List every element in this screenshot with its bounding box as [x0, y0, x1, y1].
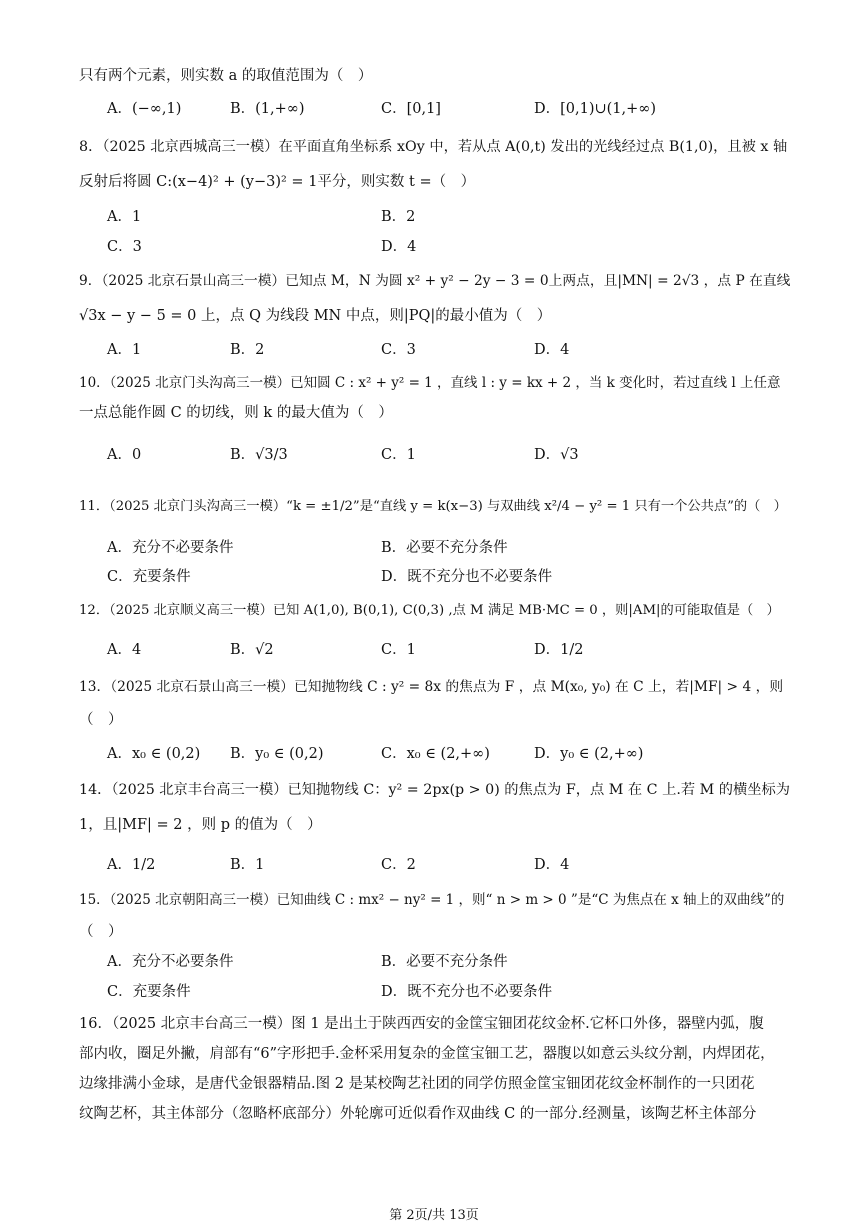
- q12-option-c: C．1: [381, 642, 416, 658]
- q14-line1: 14．（2025 北京丰台高三一模）已知抛物线 C：y² = 2px(p > 0) 的焦点为 F，点 M 在 C 上.若 M 的横坐标为: [79, 782, 791, 798]
- q8-option-c: C．3: [107, 239, 142, 255]
- q11-options-row2: [0, 566, 868, 588]
- q7-option-c: C．[0,1]: [381, 101, 441, 117]
- q7-stem: 只有两个元素，则实数 a 的取值范围为（ ）: [79, 68, 373, 84]
- q15-option-a: A．充分不必要条件: [107, 954, 234, 970]
- q13-line2: （ ）: [79, 712, 123, 728]
- q15-option-c: C．充要条件: [107, 984, 191, 1000]
- q8-line2: 反射后将圆 C:(x−4)² + (y−3)² = 1平分，则实数 t =（ ）: [79, 174, 476, 190]
- q12-option-d: D．1/2: [534, 642, 584, 658]
- q11-option-b: B．必要不充分条件: [381, 540, 508, 556]
- q10-option-b: B．√3/3: [230, 447, 288, 463]
- q16-line2: 部内收，圈足外撇，肩部有“6”字形把手.金杯采用复杂的金筐宝钿工艺，器腹以如意云头纹分割，内焊团花，: [79, 1046, 775, 1062]
- q7-options: [0, 98, 868, 120]
- q11-line1: 11．（2025 北京门头沟高三一模）“k = ±1/2”是“直线 y = k(x−3) 与双曲线 x²/4 − y² = 1 只有一个公共点”的（ ）: [79, 499, 787, 514]
- q15-options-row2: [0, 981, 868, 1003]
- q8-option-d: D．4: [381, 239, 417, 255]
- q9-option-a: A．1: [107, 342, 142, 358]
- q9-option-d: D．4: [534, 342, 570, 358]
- q11-option-a: A．充分不必要条件: [107, 540, 234, 556]
- q9-option-c: C．3: [381, 342, 416, 358]
- q15-option-b: B．必要不充分条件: [381, 954, 508, 970]
- q9-line1: 9．（2025 北京石景山高三一模）已知点 M，N 为圆 x² + y² − 2y − 3 = 0上两点，且|MN| = 2√3 ，点 P 在直线: [79, 273, 791, 289]
- q13-option-a: A．x₀ ∈ (0,2): [107, 746, 201, 762]
- q12-options: [0, 639, 868, 661]
- q15-line2: （ ）: [79, 924, 123, 940]
- q8-options-row1: [0, 206, 868, 228]
- q13-option-d: D．y₀ ∈ (2,+∞): [534, 746, 644, 762]
- q8-line1: 8．（2025 北京西城高三一模）在平面直角坐标系 xOy 中，若从点 A(0,t) 发出的光线经过点 B(1,0)，且被 x 轴: [79, 139, 788, 155]
- q10-line2: 一点总能作圆 C 的切线，则 k 的最大值为（ ）: [79, 405, 393, 421]
- q14-option-a: A．1/2: [107, 857, 156, 873]
- q12-line1: 12．（2025 北京顺义高三一模）已知 A(1,0), B(0,1), C(0,3) ,点 M 满足 MB·MC = 0 ，则|AM|的可能取值是（ ）: [79, 603, 780, 618]
- q15-line1: 15．（2025 北京朝阳高三一模）已知曲线 C : mx² − ny² = 1 ，则“ n > m > 0 ”是“C 为焦点在 x 轴上的双曲线”的: [79, 892, 785, 908]
- q8-options-row2: [0, 236, 868, 258]
- q16-line4: 纹陶艺杯，其主体部分（忽略杯底部分）外轮廓可近似看作双曲线 C 的一部分.经测量，该陶艺杯主体部分: [79, 1106, 757, 1122]
- q16-line3: 边缘排满小金球，是唐代金银器精品.图 2 是某校陶艺社团的同学仿照金筐宝钿团花纹金杯制作的一只团花: [79, 1076, 755, 1092]
- q10-option-c: C．1: [381, 447, 416, 463]
- q9-options: [0, 339, 868, 361]
- q12-option-a: A．4: [107, 642, 142, 658]
- q13-option-b: B．y₀ ∈ (0,2): [230, 746, 324, 762]
- q7-option-a: A．(−∞,1): [107, 101, 182, 117]
- q14-option-d: D．4: [534, 857, 570, 873]
- q13-options: [0, 743, 868, 765]
- q14-option-b: B．1: [230, 857, 265, 873]
- q11-option-d: D．既不充分也不必要条件: [381, 569, 553, 585]
- q7-option-b: B．(1,+∞): [230, 101, 305, 117]
- q13-line1: 13．（2025 北京石景山高三一模）已知抛物线 C : y² = 8x 的焦点为 F ，点 M(x₀, y₀) 在 C 上，若|MF| > 4 ，则: [79, 679, 784, 695]
- q8-option-b: B．2: [381, 209, 416, 225]
- q14-line2: 1，且|MF| = 2 ，则 p 的值为（ ）: [79, 817, 322, 833]
- q16-line1: 16．（2025 北京丰台高三一模）图 1 是出土于陕西西安的金筐宝钿团花纹金杯.它杯口外侈，器壁内弧，腹: [79, 1016, 764, 1032]
- q13-option-c: C．x₀ ∈ (2,+∞): [381, 746, 490, 762]
- q8-option-a: A．1: [107, 209, 142, 225]
- page-footer: 第 2页/共 13页: [389, 1208, 479, 1223]
- q12-option-b: B．√2: [230, 642, 274, 658]
- q11-option-c: C．充要条件: [107, 569, 191, 585]
- q14-options: [0, 854, 868, 876]
- q14-option-c: C．2: [381, 857, 416, 873]
- q10-option-d: D．√3: [534, 447, 579, 463]
- q15-option-d: D．既不充分也不必要条件: [381, 984, 553, 1000]
- q7-option-d: D．[0,1)∪(1,+∞): [534, 101, 657, 117]
- q11-options-row1: [0, 537, 868, 559]
- q10-options: [0, 444, 868, 466]
- q10-line1: 10．（2025 北京门头沟高三一模）已知圆 C : x² + y² = 1 ，直线 l : y = kx + 2 ，当 k 变化时，若过直线 l 上任意: [79, 375, 781, 391]
- q10-option-a: A．0: [107, 447, 142, 463]
- q15-options-row1: [0, 951, 868, 973]
- q9-line2: √3x − y − 5 = 0 上，点 Q 为线段 MN 中点，则|PQ|的最小值为（ ）: [79, 308, 552, 324]
- q9-option-b: B．2: [230, 342, 265, 358]
